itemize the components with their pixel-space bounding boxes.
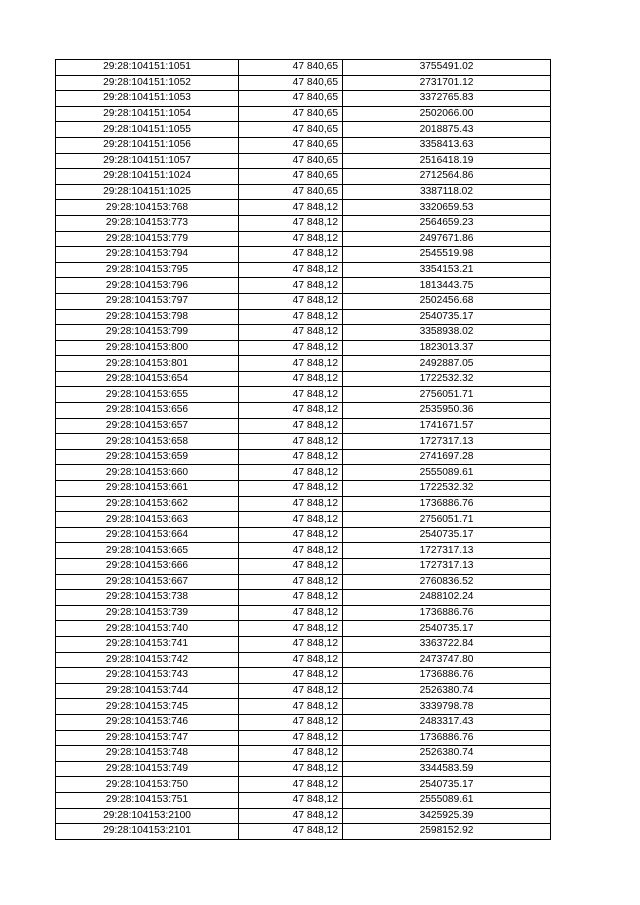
- value-cell: 2535950.36: [343, 403, 551, 419]
- cadastral-number-cell: 29:28:104153:654: [56, 371, 239, 387]
- value-cell: 2555089.61: [343, 792, 551, 808]
- value-cell: 3344583.59: [343, 761, 551, 777]
- area-cell: 47 848,12: [239, 621, 343, 637]
- value-cell: 3387118.02: [343, 184, 551, 200]
- area-cell: 47 848,12: [239, 761, 343, 777]
- value-cell: 2712564.86: [343, 169, 551, 185]
- table-row: [56, 808, 551, 824]
- cadastral-number-cell: 29:28:104153:779: [56, 231, 239, 247]
- cadastral-number-cell: 29:28:104153:768: [56, 200, 239, 216]
- area-cell: 47 848,12: [239, 699, 343, 715]
- area-cell: 47 848,12: [239, 559, 343, 575]
- table-row: [56, 559, 551, 575]
- value-cell: 3372765.83: [343, 91, 551, 107]
- cadastral-number-cell: 29:28:104153:797: [56, 293, 239, 309]
- value-cell: 1736886.76: [343, 496, 551, 512]
- cadastral-number-cell: 29:28:104153:660: [56, 465, 239, 481]
- value-cell: 2564659.23: [343, 215, 551, 231]
- table-row: [56, 169, 551, 185]
- area-cell: 47 848,12: [239, 418, 343, 434]
- value-cell: 2526380.74: [343, 683, 551, 699]
- table-row: [56, 824, 551, 840]
- cadastral-number-cell: 29:28:104153:659: [56, 449, 239, 465]
- area-cell: 47 848,12: [239, 309, 343, 325]
- value-cell: 3320659.53: [343, 200, 551, 216]
- area-cell: 47 840,65: [239, 153, 343, 169]
- value-cell: 2760836.52: [343, 574, 551, 590]
- cadastral-number-cell: 29:28:104153:748: [56, 746, 239, 762]
- cadastral-number-cell: 29:28:104153:743: [56, 668, 239, 684]
- value-cell: 2502066.00: [343, 106, 551, 122]
- value-cell: 2018875.43: [343, 122, 551, 138]
- cadastral-number-cell: 29:28:104153:666: [56, 559, 239, 575]
- cadastral-number-cell: 29:28:104153:745: [56, 699, 239, 715]
- table-row: [56, 730, 551, 746]
- table-row: [56, 247, 551, 263]
- value-cell: 2598152.92: [343, 824, 551, 840]
- table-body: [56, 60, 551, 840]
- table-row: [56, 356, 551, 372]
- table-row: [56, 137, 551, 153]
- area-cell: 47 848,12: [239, 371, 343, 387]
- cadastral-number-cell: 29:28:104153:2100: [56, 808, 239, 824]
- area-cell: 47 848,12: [239, 543, 343, 559]
- value-cell: 2488102.24: [343, 590, 551, 606]
- area-cell: 47 848,12: [239, 247, 343, 263]
- value-cell: 1736886.76: [343, 605, 551, 621]
- table-row: [56, 200, 551, 216]
- value-cell: 2492887.05: [343, 356, 551, 372]
- cadastral-number-cell: 29:28:104153:799: [56, 325, 239, 341]
- area-cell: 47 840,65: [239, 60, 343, 76]
- table-row: [56, 60, 551, 76]
- cadastral-number-cell: 29:28:104153:751: [56, 792, 239, 808]
- value-cell: 3354153.21: [343, 262, 551, 278]
- cadastral-number-cell: 29:28:104151:1051: [56, 60, 239, 76]
- table-row: [56, 636, 551, 652]
- table-row: [56, 325, 551, 341]
- table-row: [56, 699, 551, 715]
- value-cell: 2741697.28: [343, 449, 551, 465]
- value-cell: 2526380.74: [343, 746, 551, 762]
- area-cell: 47 848,12: [239, 792, 343, 808]
- area-cell: 47 848,12: [239, 730, 343, 746]
- area-cell: 47 848,12: [239, 262, 343, 278]
- value-cell: 2473747.80: [343, 652, 551, 668]
- area-cell: 47 848,12: [239, 340, 343, 356]
- area-cell: 47 848,12: [239, 496, 343, 512]
- table-row: [56, 777, 551, 793]
- value-cell: 2516418.19: [343, 153, 551, 169]
- value-cell: 3358413.63: [343, 137, 551, 153]
- data-table: [55, 59, 551, 840]
- cadastral-number-cell: 29:28:104151:1053: [56, 91, 239, 107]
- cadastral-number-cell: 29:28:104151:1052: [56, 75, 239, 91]
- value-cell: 3363722.84: [343, 636, 551, 652]
- area-cell: 47 848,12: [239, 278, 343, 294]
- cadastral-number-cell: 29:28:104153:662: [56, 496, 239, 512]
- cadastral-number-cell: 29:28:104153:795: [56, 262, 239, 278]
- area-cell: 47 848,12: [239, 403, 343, 419]
- table-row: [56, 652, 551, 668]
- table-row: [56, 184, 551, 200]
- table-row: [56, 309, 551, 325]
- table-row: [56, 418, 551, 434]
- cadastral-number-cell: 29:28:104153:798: [56, 309, 239, 325]
- value-cell: 2545519.98: [343, 247, 551, 263]
- area-cell: 47 848,12: [239, 512, 343, 528]
- table-row: [56, 371, 551, 387]
- area-cell: 47 848,12: [239, 527, 343, 543]
- value-cell: 1727317.13: [343, 434, 551, 450]
- value-cell: 2497671.86: [343, 231, 551, 247]
- table-row: [56, 605, 551, 621]
- table-row: [56, 340, 551, 356]
- cadastral-number-cell: 29:28:104151:1056: [56, 137, 239, 153]
- area-cell: 47 840,65: [239, 106, 343, 122]
- cadastral-number-cell: 29:28:104153:796: [56, 278, 239, 294]
- table-row: [56, 481, 551, 497]
- cadastral-number-cell: 29:28:104153:801: [56, 356, 239, 372]
- area-cell: 47 848,12: [239, 668, 343, 684]
- cadastral-number-cell: 29:28:104153:665: [56, 543, 239, 559]
- cadastral-number-cell: 29:28:104153:664: [56, 527, 239, 543]
- area-cell: 47 840,65: [239, 169, 343, 185]
- value-cell: 2502456.68: [343, 293, 551, 309]
- value-cell: 3339798.78: [343, 699, 551, 715]
- area-cell: 47 848,12: [239, 574, 343, 590]
- cadastral-number-cell: 29:28:104153:749: [56, 761, 239, 777]
- area-cell: 47 848,12: [239, 465, 343, 481]
- cadastral-number-cell: 29:28:104153:663: [56, 512, 239, 528]
- area-cell: 47 848,12: [239, 481, 343, 497]
- cadastral-number-cell: 29:28:104153:739: [56, 605, 239, 621]
- table-row: [56, 293, 551, 309]
- cadastral-number-cell: 29:28:104151:1025: [56, 184, 239, 200]
- value-cell: 3425925.39: [343, 808, 551, 824]
- table-row: [56, 91, 551, 107]
- area-cell: 47 848,12: [239, 325, 343, 341]
- value-cell: 2756051.71: [343, 512, 551, 528]
- cadastral-number-cell: 29:28:104151:1024: [56, 169, 239, 185]
- value-cell: 2756051.71: [343, 387, 551, 403]
- table-row: [56, 714, 551, 730]
- cadastral-number-cell: 29:28:104153:746: [56, 714, 239, 730]
- value-cell: 2540735.17: [343, 527, 551, 543]
- table-row: [56, 153, 551, 169]
- table-row: [56, 449, 551, 465]
- cadastral-number-cell: 29:28:104153:657: [56, 418, 239, 434]
- area-cell: 47 840,65: [239, 91, 343, 107]
- area-cell: 47 848,12: [239, 590, 343, 606]
- value-cell: 1722532.32: [343, 481, 551, 497]
- cadastral-number-cell: 29:28:104153:741: [56, 636, 239, 652]
- table-row: [56, 574, 551, 590]
- table-row: [56, 106, 551, 122]
- table-row: [56, 792, 551, 808]
- area-cell: 47 848,12: [239, 824, 343, 840]
- area-cell: 47 848,12: [239, 200, 343, 216]
- cadastral-number-cell: 29:28:104153:747: [56, 730, 239, 746]
- value-cell: 2555089.61: [343, 465, 551, 481]
- value-cell: 2731701.12: [343, 75, 551, 91]
- area-cell: 47 848,12: [239, 387, 343, 403]
- table-row: [56, 668, 551, 684]
- value-cell: 1736886.76: [343, 730, 551, 746]
- table-row: [56, 75, 551, 91]
- value-cell: 1727317.13: [343, 559, 551, 575]
- value-cell: 1727317.13: [343, 543, 551, 559]
- cadastral-number-cell: 29:28:104151:1057: [56, 153, 239, 169]
- area-cell: 47 848,12: [239, 808, 343, 824]
- cadastral-number-cell: 29:28:104153:2101: [56, 824, 239, 840]
- area-cell: 47 848,12: [239, 683, 343, 699]
- cadastral-number-cell: 29:28:104153:773: [56, 215, 239, 231]
- table-row: [56, 215, 551, 231]
- area-cell: 47 848,12: [239, 449, 343, 465]
- area-cell: 47 840,65: [239, 184, 343, 200]
- table-row: [56, 465, 551, 481]
- table-row: [56, 122, 551, 138]
- area-cell: 47 848,12: [239, 231, 343, 247]
- table-row: [56, 231, 551, 247]
- table-row: [56, 278, 551, 294]
- table-row: [56, 387, 551, 403]
- table-row: [56, 512, 551, 528]
- value-cell: 2483317.43: [343, 714, 551, 730]
- table-row: [56, 761, 551, 777]
- value-cell: 2540735.17: [343, 309, 551, 325]
- table-row: [56, 621, 551, 637]
- table-row: [56, 527, 551, 543]
- cadastral-number-cell: 29:28:104153:656: [56, 403, 239, 419]
- cadastral-number-cell: 29:28:104153:655: [56, 387, 239, 403]
- value-cell: 1823013.37: [343, 340, 551, 356]
- cadastral-number-cell: 29:28:104153:740: [56, 621, 239, 637]
- cadastral-number-cell: 29:28:104153:744: [56, 683, 239, 699]
- area-cell: 47 848,12: [239, 356, 343, 372]
- table-row: [56, 496, 551, 512]
- area-cell: 47 848,12: [239, 746, 343, 762]
- area-cell: 47 848,12: [239, 777, 343, 793]
- table-row: [56, 434, 551, 450]
- cadastral-number-cell: 29:28:104153:661: [56, 481, 239, 497]
- table-row: [56, 543, 551, 559]
- value-cell: 2540735.17: [343, 777, 551, 793]
- value-cell: 1722532.32: [343, 371, 551, 387]
- area-cell: 47 848,12: [239, 714, 343, 730]
- cadastral-number-cell: 29:28:104153:742: [56, 652, 239, 668]
- table-row: [56, 746, 551, 762]
- area-cell: 47 848,12: [239, 434, 343, 450]
- table-row: [56, 590, 551, 606]
- value-cell: 1813443.75: [343, 278, 551, 294]
- value-cell: 1741671.57: [343, 418, 551, 434]
- area-cell: 47 840,65: [239, 122, 343, 138]
- value-cell: 3358938.02: [343, 325, 551, 341]
- value-cell: 3755491.02: [343, 60, 551, 76]
- cadastral-number-cell: 29:28:104153:750: [56, 777, 239, 793]
- table-row: [56, 683, 551, 699]
- value-cell: 1736886.76: [343, 668, 551, 684]
- area-cell: 47 840,65: [239, 75, 343, 91]
- value-cell: 2540735.17: [343, 621, 551, 637]
- cadastral-number-cell: 29:28:104153:667: [56, 574, 239, 590]
- area-cell: 47 848,12: [239, 605, 343, 621]
- cadastral-number-cell: 29:28:104151:1054: [56, 106, 239, 122]
- cadastral-number-cell: 29:28:104153:800: [56, 340, 239, 356]
- area-cell: 47 848,12: [239, 636, 343, 652]
- area-cell: 47 848,12: [239, 652, 343, 668]
- area-cell: 47 848,12: [239, 215, 343, 231]
- cadastral-number-cell: 29:28:104151:1055: [56, 122, 239, 138]
- cadastral-number-cell: 29:28:104153:658: [56, 434, 239, 450]
- cadastral-number-cell: 29:28:104153:794: [56, 247, 239, 263]
- table-row: [56, 262, 551, 278]
- area-cell: 47 848,12: [239, 293, 343, 309]
- area-cell: 47 840,65: [239, 137, 343, 153]
- cadastral-number-cell: 29:28:104153:738: [56, 590, 239, 606]
- table-row: [56, 403, 551, 419]
